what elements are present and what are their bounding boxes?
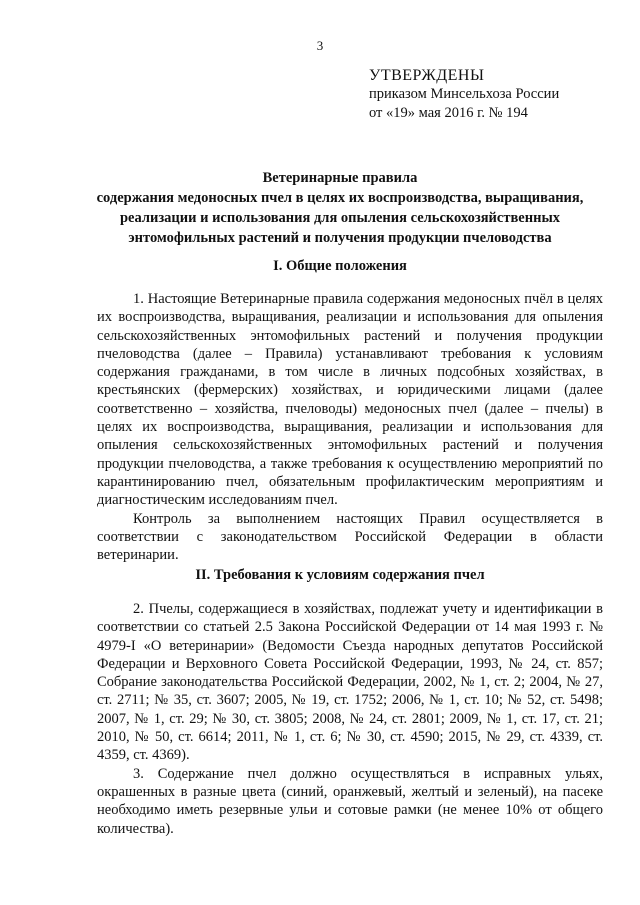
approval-heading: УТВЕРЖДЕНЫ <box>369 67 485 84</box>
section-2-heading: II. Требования к условиям содержания пчел <box>195 567 485 583</box>
document-title <box>80 168 600 248</box>
paragraph-control: Контроль за выполнением настоящих Правил осуществляется в соответствии с законодательством Российской Федерации в области ветеринарии. <box>97 510 603 564</box>
approval-order-line: приказом Минсельхоза России <box>369 86 560 102</box>
approval-stamp <box>369 66 559 123</box>
title-line-2: содержания медоносных пчел в целях их воспроизводства, выращивания, <box>96 190 584 206</box>
approval-date-line: от «19» мая 2016 г. № 194 <box>369 105 528 121</box>
page-number: 3 <box>316 38 324 53</box>
title-line-4: энтомофильных растений и получения продукции пчеловодства <box>128 230 552 246</box>
section-1-heading: I. Общие положения <box>273 258 407 274</box>
section-1-body <box>97 290 603 564</box>
section-2-body <box>97 600 603 838</box>
paragraph-1: 1. Настоящие Ветеринарные правила содержания медоносных пчёл в целях их воспроизводства, выращивания, реализации и использования для опыления сельскохозяйственных энтомофильных растений и получения продукции пчеловодства (далее – Правила) устанавливают требования к условиям содержания гражданами, в том числе в личных подсобных хозяйствах, в крестьянских (фермерских) хозяйствах, и юридическими лицами (далее соответственно – хозяйства, пчеловоды) медоносных пчел (далее – пчелы) в целях их воспроизводства, выращивания, реализации и использования для опыления сельскохозяйственных энтомофильных растений и получения продукции пчеловодства, а также требования к осуществлению мероприятий по карантинированию пчел, обязательным профилактическим мероприятиям и диагностическим исследованиям пчел. <box>97 291 603 509</box>
title-line-1: Ветеринарные правила <box>262 170 418 186</box>
title-line-3: реализации и использования для опыления сельскохозяйственных <box>119 210 561 226</box>
paragraph-3: 3. Содержание пчел должно осуществляться в исправных ульях, окрашенных в разные цвета (синий, оранжевый, желтый и зеленый), на пасеке необходимо иметь резервные ульи и сотовые рамки (не менее 10% от общего количества). <box>97 765 603 837</box>
paragraph-2: 2. Пчелы, содержащиеся в хозяйствах, подлежат учету и идентификации в соответствии со статьей 2.5 Закона Российской Федерации от 14 мая 1993 г. № 4979-I «О ветеринарии» (Ведомости Съезда народных депутатов Российской Федерации и Верховного Совета Российской Федерации, 1993, № 24, ст. 857; Собрание законодательства Российской Федерации, 2002, № 1, ст. 2; 2004, № 27, ст. 2711; № 35, ст. 3607; 2005, № 19, ст. 1752; 2006, № 1, ст. 10; № 52, ст. 5498; 2007, № 1, ст. 29; № 30, ст. 3805; 2008, № 24, ст. 2801; 2009, № 1, ст. 17, ст. 21; 2010, № 50, ст. 6614; 2011, № 1, ст. 6; № 30, ст. 4590; 2015, № 29, ст. 4339, ст. 4359, ст. 4369). <box>97 601 603 764</box>
